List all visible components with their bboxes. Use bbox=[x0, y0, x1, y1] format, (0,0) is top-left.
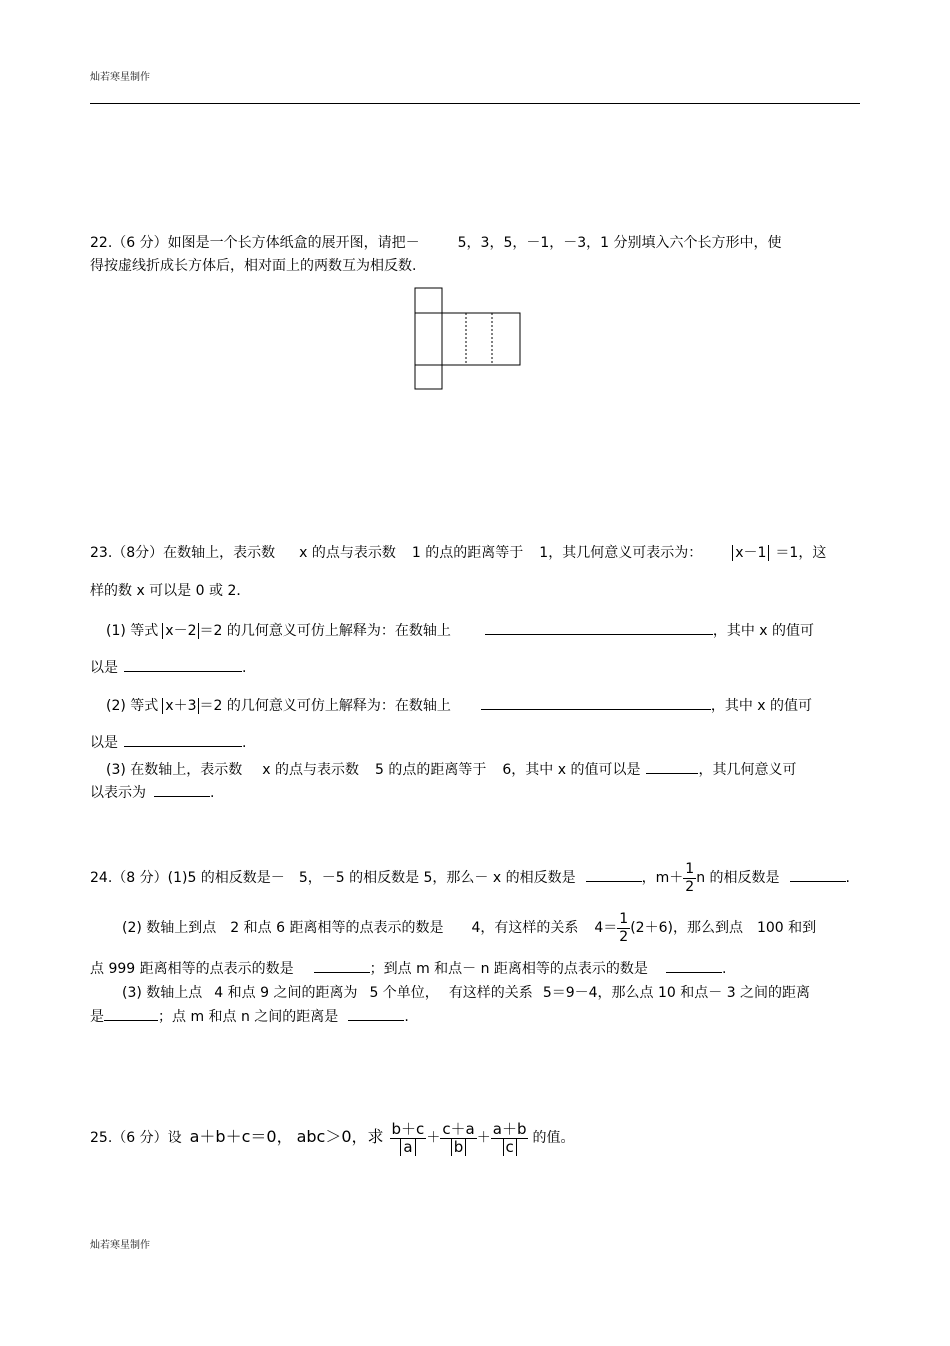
q23-part3-line1 bbox=[106, 759, 796, 779]
q23-part3-line2 bbox=[90, 782, 214, 802]
q24-blank-1[interactable] bbox=[586, 867, 642, 882]
abs-c: c bbox=[503, 1138, 517, 1156]
q23-p1-text-d: 以是 bbox=[90, 660, 118, 676]
q24-text-3a: 点 999 距离相等的点表示的数是 bbox=[90, 961, 294, 977]
q24-text-2a: (2) 数轴上到点 bbox=[122, 920, 217, 936]
net-face-middle bbox=[415, 313, 442, 365]
q23-p3-period: . bbox=[210, 785, 215, 801]
q22-text-1a: 22.（6 分）如图是一个长方体纸盒的展开图，请把－ bbox=[90, 235, 420, 251]
q24-line3 bbox=[90, 958, 726, 978]
q23-p1-period: . bbox=[242, 660, 247, 676]
q23-p2-text-c: ，其中 x 的值可 bbox=[710, 698, 813, 714]
q23-part2-line2 bbox=[90, 732, 246, 752]
q22-line1 bbox=[90, 234, 782, 252]
q23-p3-text-c: 5 的点的距离等于 bbox=[375, 762, 487, 778]
q23-p3-text-f: 以表示为 bbox=[90, 785, 146, 801]
q23-line2: 样的数 x 可以是 0 或 2． bbox=[90, 583, 251, 599]
q24-blank-6[interactable] bbox=[348, 1006, 404, 1021]
frac-a-den bbox=[390, 1138, 427, 1156]
q24-text-1b: 5，－5 的相反数是 5，那么－ x 的相反数是 bbox=[298, 870, 576, 886]
fraction-one-half-2 bbox=[617, 911, 630, 946]
box-net-figure bbox=[414, 287, 522, 391]
q24-text-1d: n 的相反数是 bbox=[696, 870, 780, 886]
frac1-den: 2 bbox=[685, 878, 695, 895]
q24-text-2e: (2＋6)，那么到点 bbox=[630, 920, 743, 936]
q25-condition-sum: a＋b＋c＝0， bbox=[189, 1127, 293, 1146]
q24-text-1a: 24.（8 分）(1)5 的相反数是－ bbox=[90, 870, 285, 886]
q23-text-1b: x 的点与表示数 bbox=[299, 545, 396, 561]
q23-p2-label: (2) 等式 bbox=[106, 698, 159, 714]
q23-line1 bbox=[90, 544, 826, 562]
fraction-one-half-1 bbox=[683, 861, 696, 896]
q23-part1-line1 bbox=[106, 620, 814, 640]
frac-b-den bbox=[440, 1138, 476, 1156]
q24-line4 bbox=[122, 984, 810, 1002]
q24-text-2c: 4，有这样的关系 bbox=[471, 920, 579, 936]
q22-line2: 得按虚线折成长方体后，相对面上的两数互为相反数. bbox=[90, 258, 417, 274]
net-strip bbox=[442, 313, 520, 365]
net-face-bottom bbox=[415, 365, 442, 389]
q25-line bbox=[90, 1114, 574, 1161]
q23-p3-label: (3) 在数轴上，表示数 bbox=[106, 762, 243, 778]
q24-line1 bbox=[90, 858, 850, 898]
page-footer: 灿若寒星制作 bbox=[90, 1240, 150, 1251]
q22-text-1b: 5，3，5，－1，－3，1 分别填入六个长方形中，使 bbox=[457, 235, 782, 251]
q25-plus-1: ＋ bbox=[426, 1130, 441, 1146]
q24-text-1c: ，m＋ bbox=[641, 870, 684, 886]
frac1-num: 1 bbox=[685, 860, 695, 877]
q23-part2-line1 bbox=[106, 695, 812, 715]
frac-c-num: a＋b bbox=[492, 1119, 527, 1138]
q23-p3-blank-2[interactable] bbox=[154, 782, 210, 797]
page-header: 灿若寒星制作 bbox=[90, 72, 150, 83]
q25-text-a: 25.（6 分）设 bbox=[90, 1130, 182, 1146]
q24-text-5a: 是 bbox=[90, 1009, 104, 1025]
q24-period-1: . bbox=[845, 870, 850, 886]
abs-value-x-plus-3: x＋3 bbox=[162, 698, 199, 714]
q24-text-5b: ；点 m 和点 n 之间的距离是 bbox=[158, 1009, 339, 1025]
q23-text-1e: ＝1，这 bbox=[775, 545, 827, 561]
q24-text-2d: 4＝ bbox=[594, 920, 618, 936]
q24-period-3: . bbox=[721, 961, 727, 977]
header-rule bbox=[90, 103, 860, 104]
q24-blank-4[interactable] bbox=[666, 958, 722, 973]
q24-text-2f: 100 和到 bbox=[756, 920, 817, 936]
q24-text-4e: 5＝9－4，那么点 10 和点－ 3 之间的距离 bbox=[542, 985, 811, 1001]
q23-p2-text: ＝2 的几何意义可仿上解释为：在数轴上 bbox=[199, 698, 451, 714]
frac-a-num: b＋c bbox=[391, 1119, 425, 1138]
q23-text-1a: 23.（8分）在数轴上，表示数 bbox=[90, 545, 276, 561]
fraction-a-plus-b-over-abs-c bbox=[491, 1121, 529, 1156]
q23-p2-blank-1[interactable] bbox=[481, 695, 711, 710]
abs-value-x-minus-1: x－1 bbox=[732, 545, 769, 561]
q24-text-4c: 5 个单位， bbox=[369, 985, 439, 1001]
frac2-num: 1 bbox=[619, 910, 629, 927]
q23-text-1c: 1 的点的距离等于 bbox=[411, 545, 524, 561]
q24-line5 bbox=[90, 1006, 409, 1026]
q24-text-4b: 4 和点 9 之间的距离为 bbox=[214, 985, 358, 1001]
q24-text-2b: 2 和点 6 距离相等的点表示的数是 bbox=[230, 920, 444, 936]
frac-b-num: c＋a bbox=[442, 1119, 475, 1138]
q23-p2-text-d: 以是 bbox=[90, 735, 118, 751]
q23-text-1d: 1，其几何意义可表示为： bbox=[539, 545, 703, 561]
q24-text-4d: 有这样的关系 bbox=[448, 985, 533, 1001]
q23-p3-text-e: ，其几何意义可 bbox=[698, 762, 797, 778]
abs-value-x-minus-2: x－2 bbox=[162, 623, 199, 639]
frac-c-den bbox=[491, 1138, 529, 1156]
q23-p1-label: (1) 等式 bbox=[106, 623, 159, 639]
q23-p1-blank-1[interactable] bbox=[485, 620, 713, 635]
q24-blank-3[interactable] bbox=[314, 958, 370, 973]
abs-b: b bbox=[451, 1138, 467, 1156]
q24-line2 bbox=[122, 908, 816, 948]
abs-a: a bbox=[400, 1138, 415, 1156]
q23-part1-line2 bbox=[90, 657, 246, 677]
q23-p2-blank-2[interactable] bbox=[124, 732, 242, 747]
fraction-c-plus-a-over-abs-b bbox=[440, 1121, 476, 1156]
q24-text-3b: ；到点 m 和点－ n 距离相等的点表示的数是 bbox=[369, 961, 648, 977]
frac2-den: 2 bbox=[619, 928, 629, 945]
q23-p1-text-c: ，其中 x 的值可 bbox=[712, 623, 815, 639]
q23-p1-text: ＝2 的几何意义可仿上解释为：在数轴上 bbox=[199, 623, 451, 639]
q25-condition-product: abc＞0，求 bbox=[296, 1127, 384, 1146]
net-face-top bbox=[415, 288, 442, 313]
q23-p3-text-d: 6，其中 x 的值可以是 bbox=[502, 762, 641, 778]
q25-text-tail: 的值。 bbox=[532, 1130, 575, 1146]
q23-p3-blank-1[interactable] bbox=[646, 759, 698, 774]
q24-blank-2[interactable] bbox=[790, 867, 846, 882]
q23-p2-period: . bbox=[242, 735, 247, 751]
q25-plus-2: ＋ bbox=[476, 1130, 491, 1146]
q23-p3-text-b: x 的点与表示数 bbox=[262, 762, 360, 778]
q24-blank-5[interactable] bbox=[104, 1006, 158, 1021]
q24-period-5: . bbox=[404, 1009, 409, 1025]
q24-text-4a: (3) 数轴上点 bbox=[122, 985, 203, 1001]
q23-p1-blank-2[interactable] bbox=[124, 657, 242, 672]
fraction-b-plus-c-over-abs-a bbox=[390, 1121, 427, 1156]
